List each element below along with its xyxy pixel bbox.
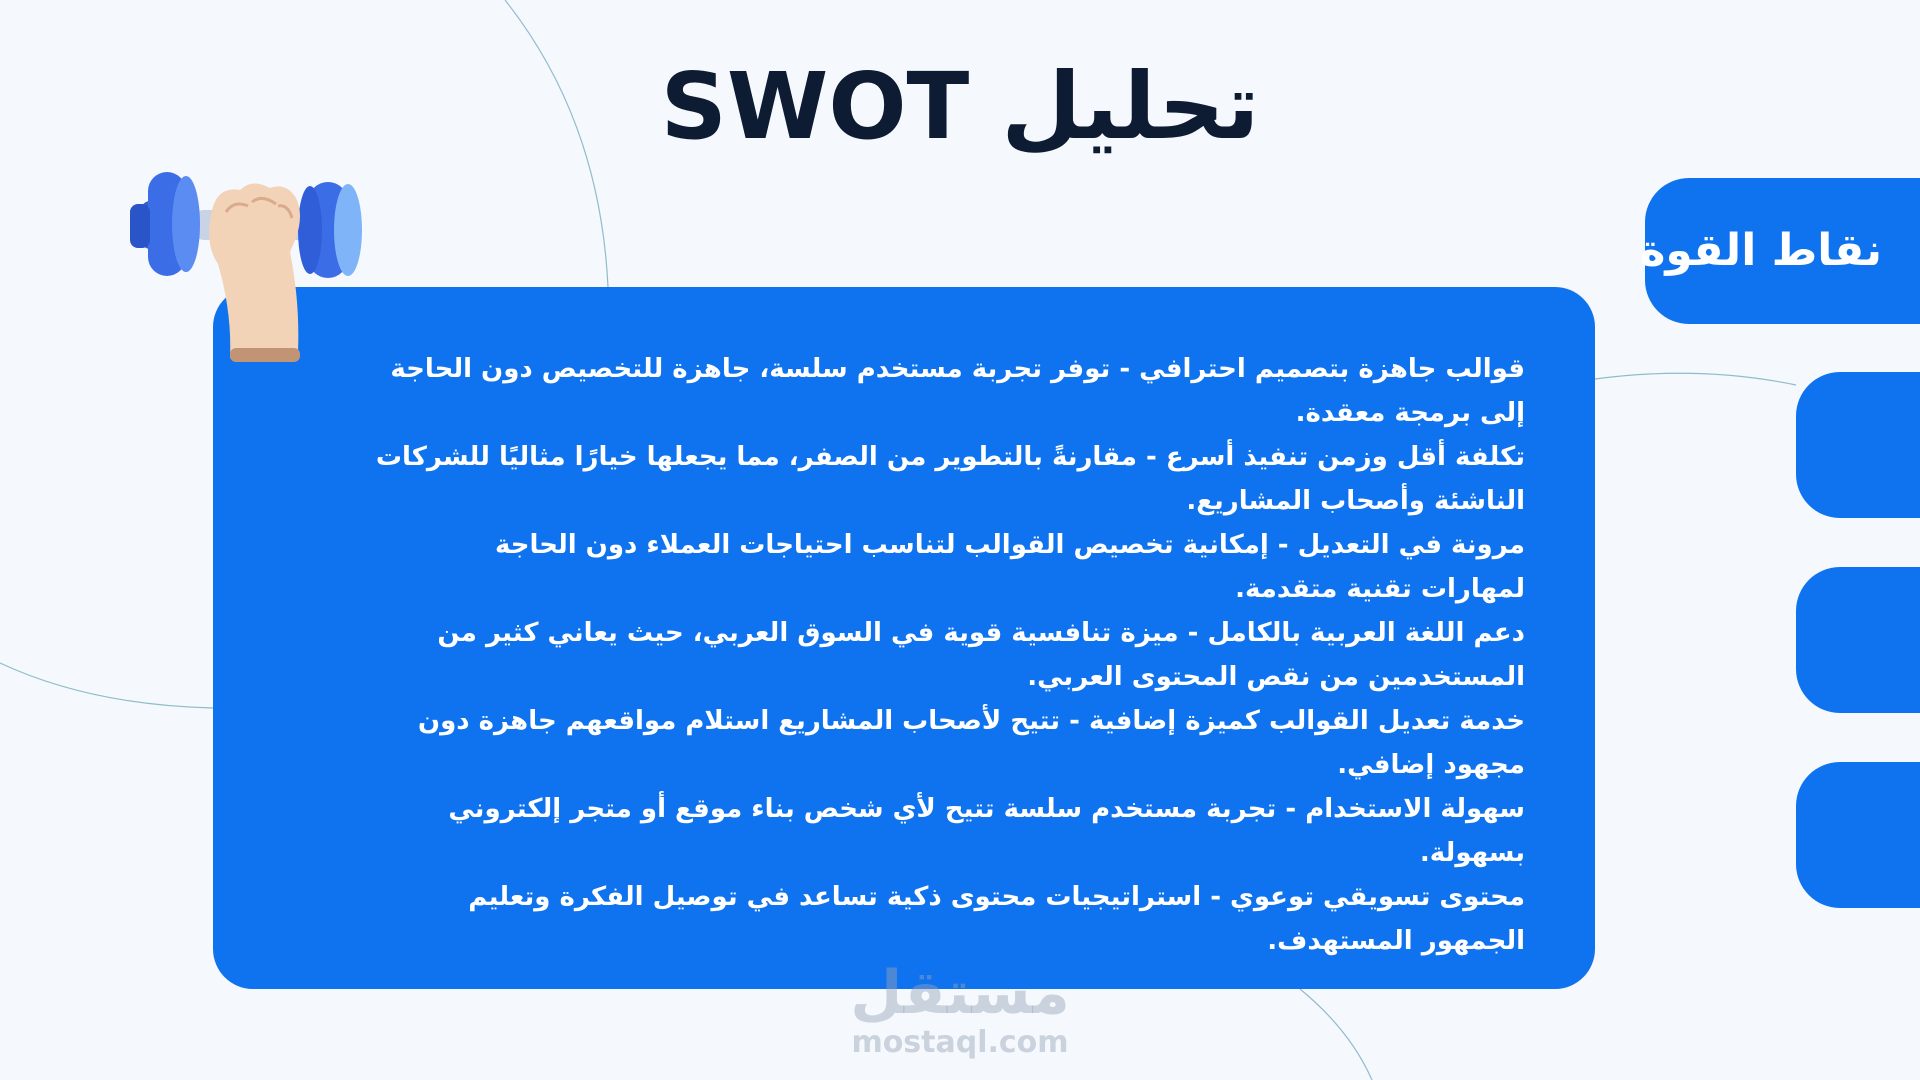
strength-line: خدمة تعديل القوالب كميزة إضافية - تتيح لأصحاب المشاريع استلام مواقعهم جاهزة دون [417, 706, 1525, 736]
strength-line: مجهود إضافي. [1337, 750, 1525, 780]
dumbbell-hand-icon [130, 152, 400, 382]
strength-line: محتوى تسويقي توعوي - استراتيجيات محتوى ذكية تساعد في توصيل الفكرة وتعليم [468, 882, 1525, 912]
tab-opportunities[interactable] [1796, 567, 1920, 713]
strengths-panel [213, 287, 1595, 989]
strength-line: تكلفة أقل وزمن تنفيذ أسرع - مقارنةً بالتطوير من الصفر، مما يجعلها خيارًا مثاليًا للشركات [375, 442, 1525, 472]
slide-title: تحليل SWOT [660, 53, 1260, 160]
tab-weaknesses[interactable] [1796, 372, 1920, 518]
strength-line: دعم اللغة العربية بالكامل - ميزة تنافسية قوية في السوق العربي، حيث يعاني كثير من [437, 618, 1525, 648]
strength-line: قوالب جاهزة بتصميم احترافي - توفر تجربة مستخدم سلسة، جاهزة للتخصيص دون الحاجة [390, 354, 1525, 384]
watermark-arabic: مستقل [850, 958, 1070, 1028]
strength-line: الناشئة وأصحاب المشاريع. [1186, 486, 1525, 516]
tab-threats[interactable] [1796, 762, 1920, 908]
strengths-list [285, 347, 1525, 963]
strength-line: سهولة الاستخدام - تجربة مستخدم سلسة تتيح لأي شخص بناء موقع أو متجر إلكتروني [448, 794, 1525, 824]
tab-strengths[interactable] [1639, 178, 1920, 324]
strength-line: لمهارات تقنية متقدمة. [1235, 574, 1525, 604]
tab-strengths-label: نقاط القوة [1639, 225, 1882, 276]
watermark [825, 960, 1095, 1060]
strength-line: المستخدمين من نقص المحتوى العربي. [1027, 662, 1525, 692]
strength-line: بسهولة. [1419, 838, 1525, 868]
watermark-latin: mostaql.com [851, 1025, 1069, 1060]
strength-line: مرونة في التعديل - إمكانية تخصيص القوالب لتناسب احتياجات العملاء دون الحاجة [494, 530, 1525, 560]
strength-line: إلى برمجة معقدة. [1295, 398, 1525, 428]
strength-line: الجمهور المستهدف. [1267, 926, 1525, 956]
